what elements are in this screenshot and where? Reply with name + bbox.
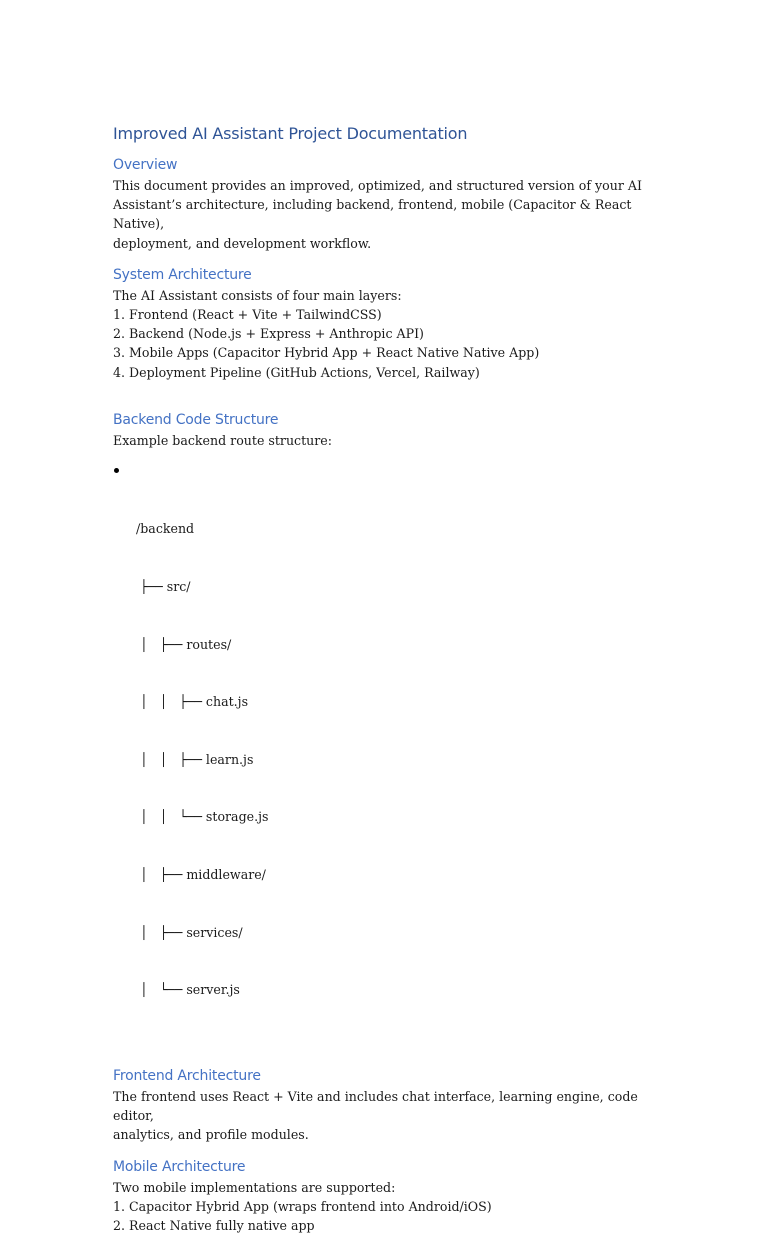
document-page <box>113 124 673 1249</box>
frontend-section <box>113 1068 673 1145</box>
tree-line: │ ├── routes/ <box>136 636 232 652</box>
tree-line: │ │ └── storage.js <box>136 809 269 825</box>
tree-line: │ └── server.js <box>136 982 240 998</box>
system-architecture-section <box>113 267 673 382</box>
backend-intro: Example backend route structure: <box>113 432 333 448</box>
system-architecture-line: The AI Assistant consists of four main layers: <box>113 287 402 303</box>
bullet-icon <box>114 468 119 473</box>
overview-line: deployment, and development workflow. <box>113 235 372 251</box>
mobile-line: 2. React Native fully native app <box>113 1217 315 1233</box>
overview-section <box>113 157 673 253</box>
tree-line: │ ├── middleware/ <box>136 867 266 883</box>
mobile-line: 1. Capacitor Hybrid App (wraps frontend into Android/iOS) <box>113 1198 492 1214</box>
system-architecture-heading: System Architecture <box>113 266 252 283</box>
mobile-line: Two mobile implementations are supported: <box>113 1179 396 1195</box>
system-architecture-line: 2. Backend (Node.js + Express + Anthropic API) <box>113 326 424 342</box>
mobile-section <box>113 1159 673 1236</box>
backend-heading: Backend Code Structure <box>113 411 279 428</box>
document-title: Improved AI Assistant Project Documentation <box>113 124 468 143</box>
mobile-heading: Mobile Architecture <box>113 1158 246 1175</box>
backend-section <box>113 412 673 1038</box>
bullet-point <box>113 460 673 479</box>
overview-line: This document provides an improved, optimized, and structured version of your AI <box>113 178 642 193</box>
overview-heading: Overview <box>113 157 178 173</box>
system-architecture-line: 1. Frontend (React + Vite + TailwindCSS) <box>113 307 382 323</box>
system-architecture-line: 3. Mobile Apps (Capacitor Hybrid App + React Native Native App) <box>113 345 540 361</box>
tree-line: │ ├── services/ <box>136 924 243 940</box>
tree-line: ├── src/ <box>136 579 191 595</box>
directory-tree <box>136 481 673 1038</box>
frontend-line: The frontend uses React + Vite and includes chat interface, learning engine, code editor, <box>113 1088 638 1124</box>
tree-line: /backend <box>136 521 195 537</box>
tree-line: │ │ ├── chat.js <box>136 694 249 710</box>
frontend-line: analytics, and profile modules. <box>113 1127 309 1143</box>
tree-line: │ │ ├── learn.js <box>136 751 254 767</box>
frontend-heading: Frontend Architecture <box>113 1067 261 1084</box>
overview-line: Assistant’s architecture, including backend, frontend, mobile (Capacitor & React Native), <box>113 197 632 232</box>
system-architecture-line: 4. Deployment Pipeline (GitHub Actions, Vercel, Railway) <box>113 364 480 380</box>
